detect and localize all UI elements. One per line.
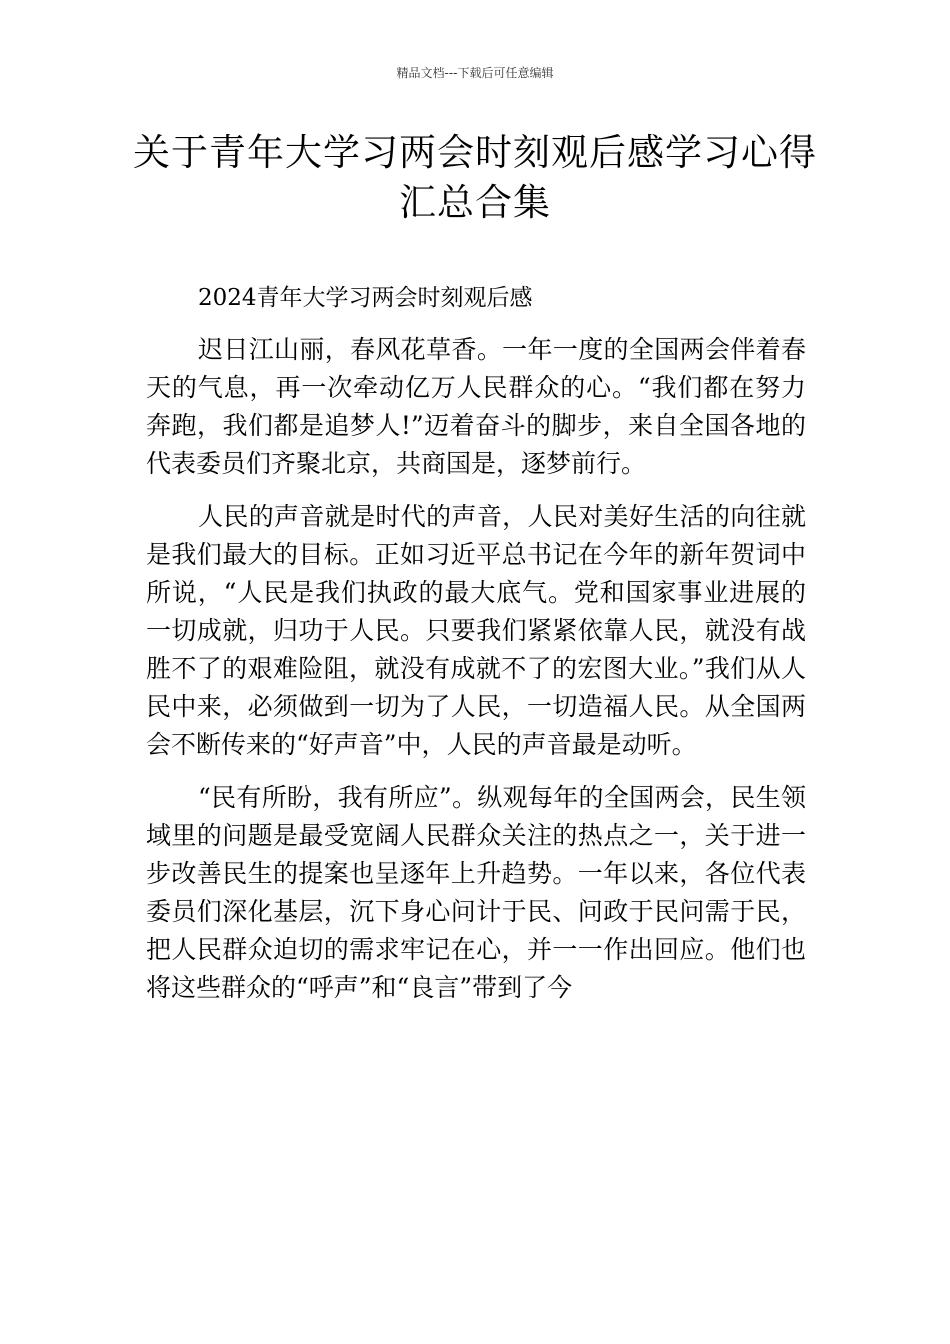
section-subtitle: 2024青年大学习两会时刻观后感 xyxy=(198,285,533,311)
paragraph-3: “民有所盼，我有所应”。纵观每年的全国两会，民生领域里的问题是最受宽阔人民群众关注的热点之一，关于进一步改善民生的提案也呈逐年上升趋势。一年以来，各位代表委员们深化基层，沉下身心问计于民、问政于民问需于民，把人民群众迫切的需求牢记在心，并一一作出回应。他们也将这些群众的“呼声”和“良言”带到了今 xyxy=(146,783,806,1002)
document-title: 关于青年大学习两会时刻观后感学习心得汇总合集 xyxy=(133,131,817,224)
paragraph-2: 人民的声音就是时代的声音，人民对美好生活的向往就是我们最大的目标。正如习近平总书记在今年的新年贺词中所说，“人民是我们执政的最大底气。党和国家事业进展的一切成就，归功于人民。只要我们紧紧依靠人民，就没有战胜不了的艰难险阻，就没有成就不了的宏图大业。”我们从人民中来，必须做到一切为了人民，一切造福人民。从全国两会不断传来的“好声音”中，人民的声音最是动听。 xyxy=(146,502,806,759)
paragraph-1: 迟日江山丽，春风花草香。一年一度的全国两会伴着春天的气息，再一次牵动亿万人民群众的心。“我们都在努力奔跑，我们都是追梦人!”迈着奋斗的脚步，来自全国各地的代表委员们齐聚北京，共商国是，逐梦前行。 xyxy=(146,335,806,478)
header-note: 精品文档---下载后可任意编辑 xyxy=(396,66,554,80)
document-body xyxy=(146,281,806,1007)
